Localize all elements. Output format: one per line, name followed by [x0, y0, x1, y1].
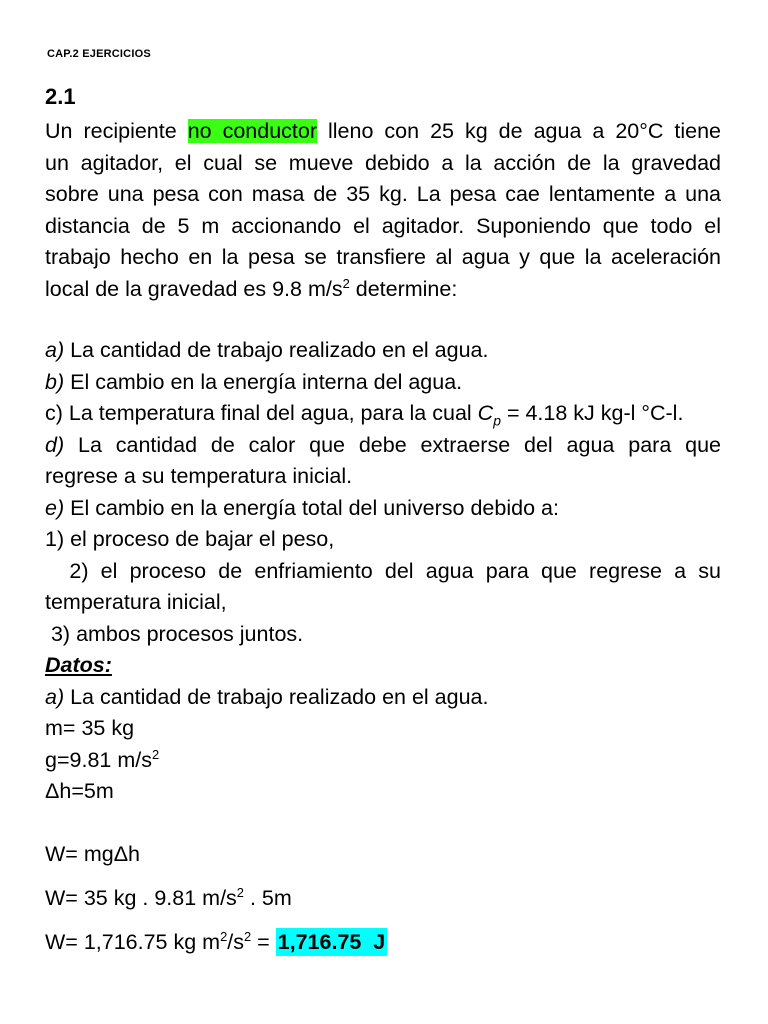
datos-height: Δh=5m [45, 779, 114, 803]
chapter-header: CAP.2 EJERCICIOS [47, 48, 151, 60]
datos-gravity: g=9.81 $m/s^2$ [45, 746, 160, 772]
formula-work: W= mgΔh [45, 842, 141, 866]
question-d: d) La cantidad de calor que debe extraerse del agua para que [45, 432, 721, 457]
question-b: b) El cambio en la energía interna del agua. [45, 369, 463, 394]
formula-result: W= 1,716.75 kg $m^2/s^2 = 1,716.75$ J [45, 928, 386, 954]
question-e2-cont: temperatura inicial, [45, 590, 227, 614]
question-e2: 2) el proceso de enfriamiento del agua para que regrese a su [45, 558, 721, 583]
statement-line: local de la gravedad es 9.8 $m/s^2$ determine: [45, 275, 458, 301]
formula-substitution: W= 35 kg . 9.81 $m/s^2$ . 5m [45, 884, 292, 910]
highlight-no-conductor: no conductor [187, 119, 318, 143]
question-e1: 1) el proceso de bajar el peso, [45, 527, 335, 551]
result-highlight: 1,716.75 J [277, 930, 386, 954]
question-e3: 3) ambos procesos juntos. [45, 621, 304, 646]
exercise-number: 2.1 [45, 84, 76, 109]
problem-statement [45, 116, 721, 305]
question-c: c) La temperatura final del agua, para la cual $C_p = 4.18$ kJ kg-l °C-l. [45, 401, 684, 429]
datos-title: Datos: [45, 653, 112, 677]
datos-mass: m= 35 kg [45, 716, 135, 740]
datos-question-a: a) La cantidad de trabajo realizado en el agua. [45, 684, 489, 709]
question-d-cont: regrese a su temperatura inicial. [45, 464, 353, 488]
statement-line: trabajo hecho en la pesa se transfiere al agua y que la aceleración [45, 245, 721, 269]
question-e: e) El cambio en la energía total del universo debido a: [45, 495, 559, 520]
statement-line: sobre una pesa con masa de 35 kg. La pesa cae lentamente a una [45, 182, 721, 206]
statement-line: Un recipiente no conductor lleno con 25 kg de agua a 20°C tiene [45, 119, 721, 143]
datos-section [45, 650, 721, 808]
statement-line: un agitador, el cual se mueve debido a la acción de la gravedad [45, 150, 721, 175]
statement-line: distancia de 5 m accionando el agitador. Suponiendo que todo el [45, 213, 721, 238]
question-list [45, 335, 721, 650]
question-a: a) La cantidad de trabajo realizado en el agua. [45, 338, 489, 362]
